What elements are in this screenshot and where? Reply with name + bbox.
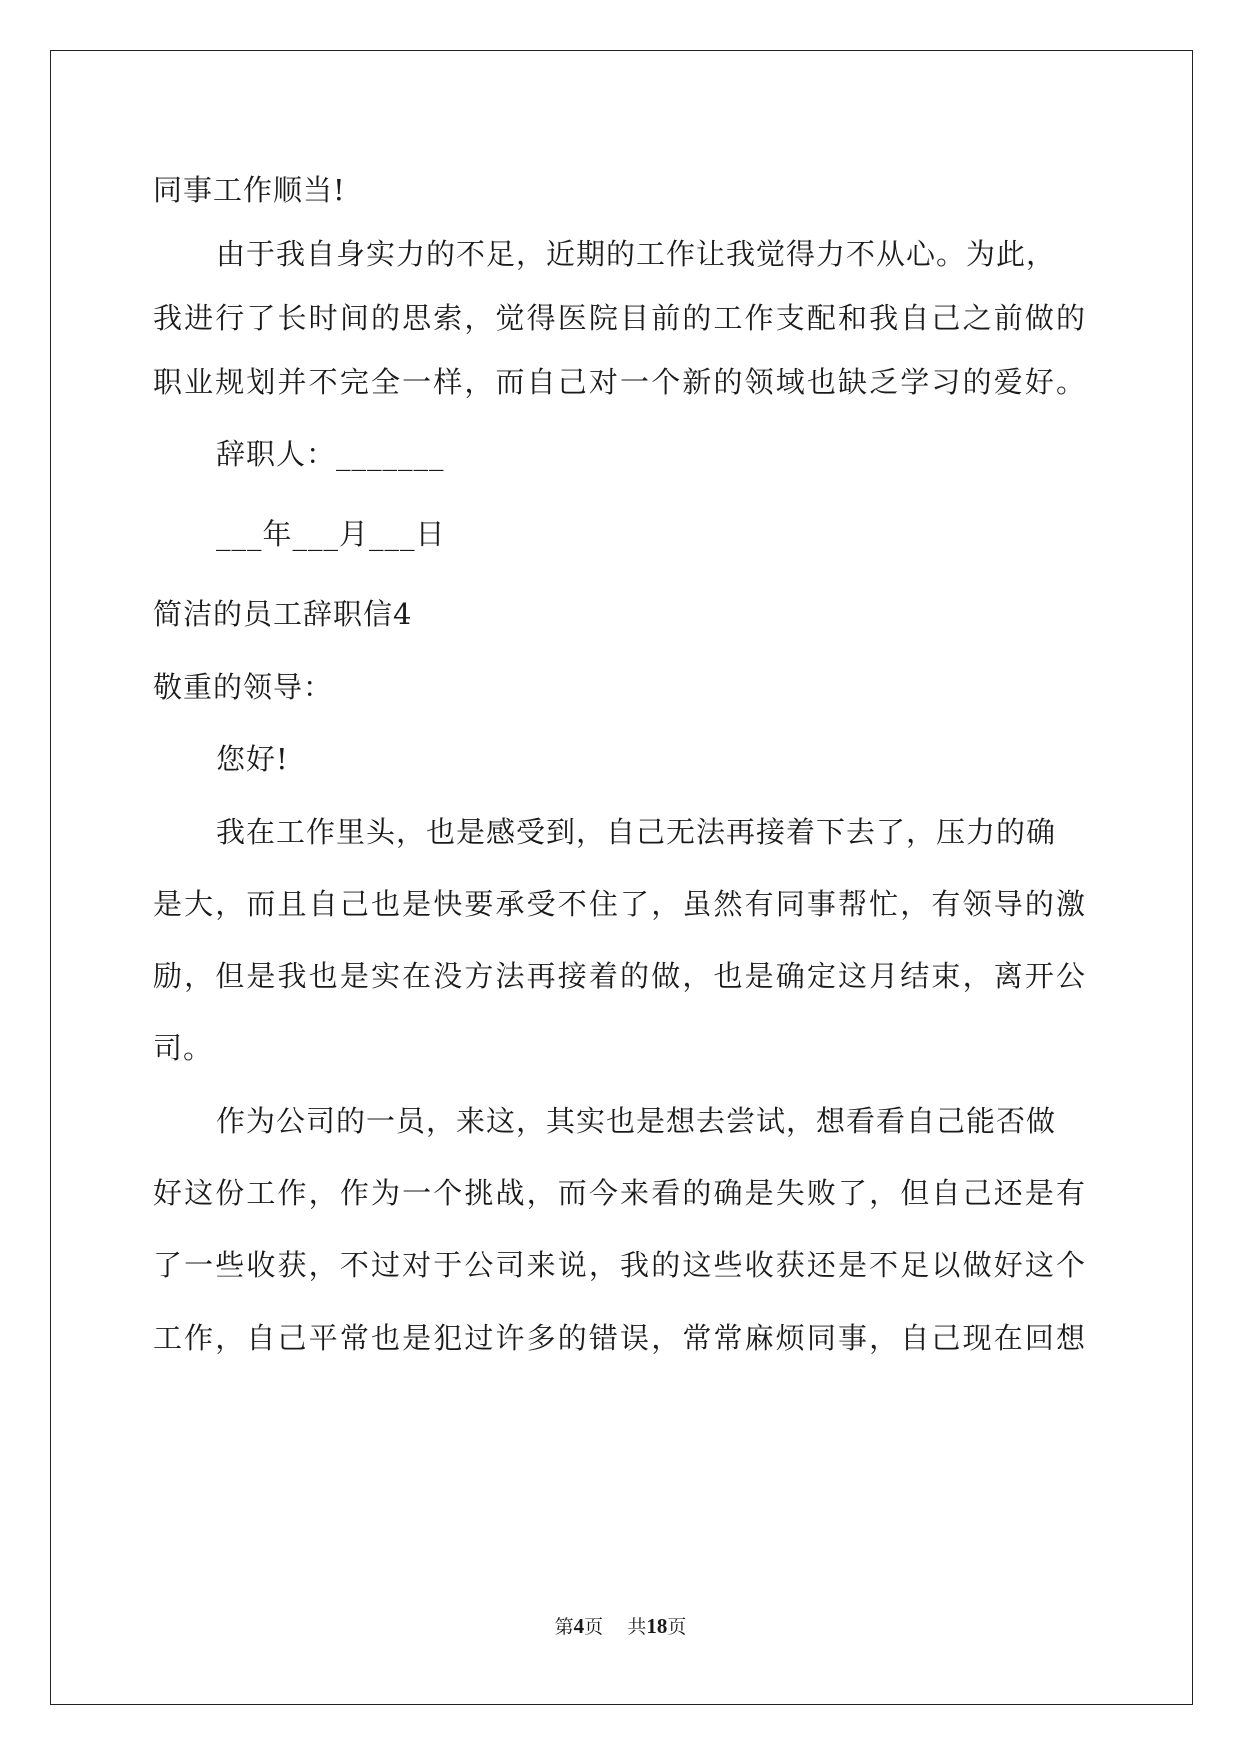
text-line: 是大，而且自己也是快要承受不住了，虽然有同事帮忙，有领导的激 bbox=[153, 887, 1085, 921]
text-line: 我进行了长时间的思索，觉得医院目前的工作支配和我自己之前做的 bbox=[153, 301, 1085, 335]
total-pages: 18 bbox=[646, 1614, 668, 1638]
salutation: 敬重的领导： bbox=[153, 670, 334, 704]
text-line: 了一些收获，不过对于公司来说，我的这些收获还是不足以做好这个 bbox=[153, 1248, 1085, 1282]
text-line: 职业规划并不完全一样，而自己对一个新的领域也缺乏学习的爱好。 bbox=[153, 365, 1085, 399]
text-line: 司。 bbox=[153, 1031, 214, 1065]
date-line: ___年___月___日 bbox=[216, 517, 446, 551]
total-suffix: 页 bbox=[667, 1616, 687, 1638]
page-prefix: 第 bbox=[554, 1616, 574, 1638]
text-line: 工作，自己平常也是犯过许多的错误，常常麻烦同事，自己现在回想 bbox=[153, 1321, 1085, 1355]
signature-line: 辞职人：_______ bbox=[216, 437, 445, 471]
page-suffix: 页 bbox=[584, 1616, 604, 1638]
text-line: 由于我自身实力的不足，近期的工作让我觉得力不从心。为此， bbox=[216, 237, 1057, 271]
text-line: 同事工作顺当! bbox=[153, 173, 346, 207]
text-line: 好这份工作，作为一个挑战，而今来看的确是失败了，但自己还是有 bbox=[153, 1176, 1085, 1210]
page-number: 4 bbox=[573, 1614, 585, 1638]
text-line: 作为公司的一员，来这，其实也是想去尝试，想看看自己能否做 bbox=[216, 1104, 1057, 1138]
text-line: 励，但是我也是实在没方法再接着的做，也是确定这月结束，离开公 bbox=[153, 959, 1085, 993]
section-title: 简洁的员工辞职信4 bbox=[153, 597, 413, 631]
page-border bbox=[50, 50, 1193, 1705]
page-footer bbox=[0, 1614, 1241, 1639]
total-prefix: 共 bbox=[627, 1616, 647, 1638]
greeting: 您好! bbox=[216, 742, 289, 776]
text-line: 我在工作里头，也是感受到，自己无法再接着下去了，压力的确 bbox=[216, 815, 1057, 849]
